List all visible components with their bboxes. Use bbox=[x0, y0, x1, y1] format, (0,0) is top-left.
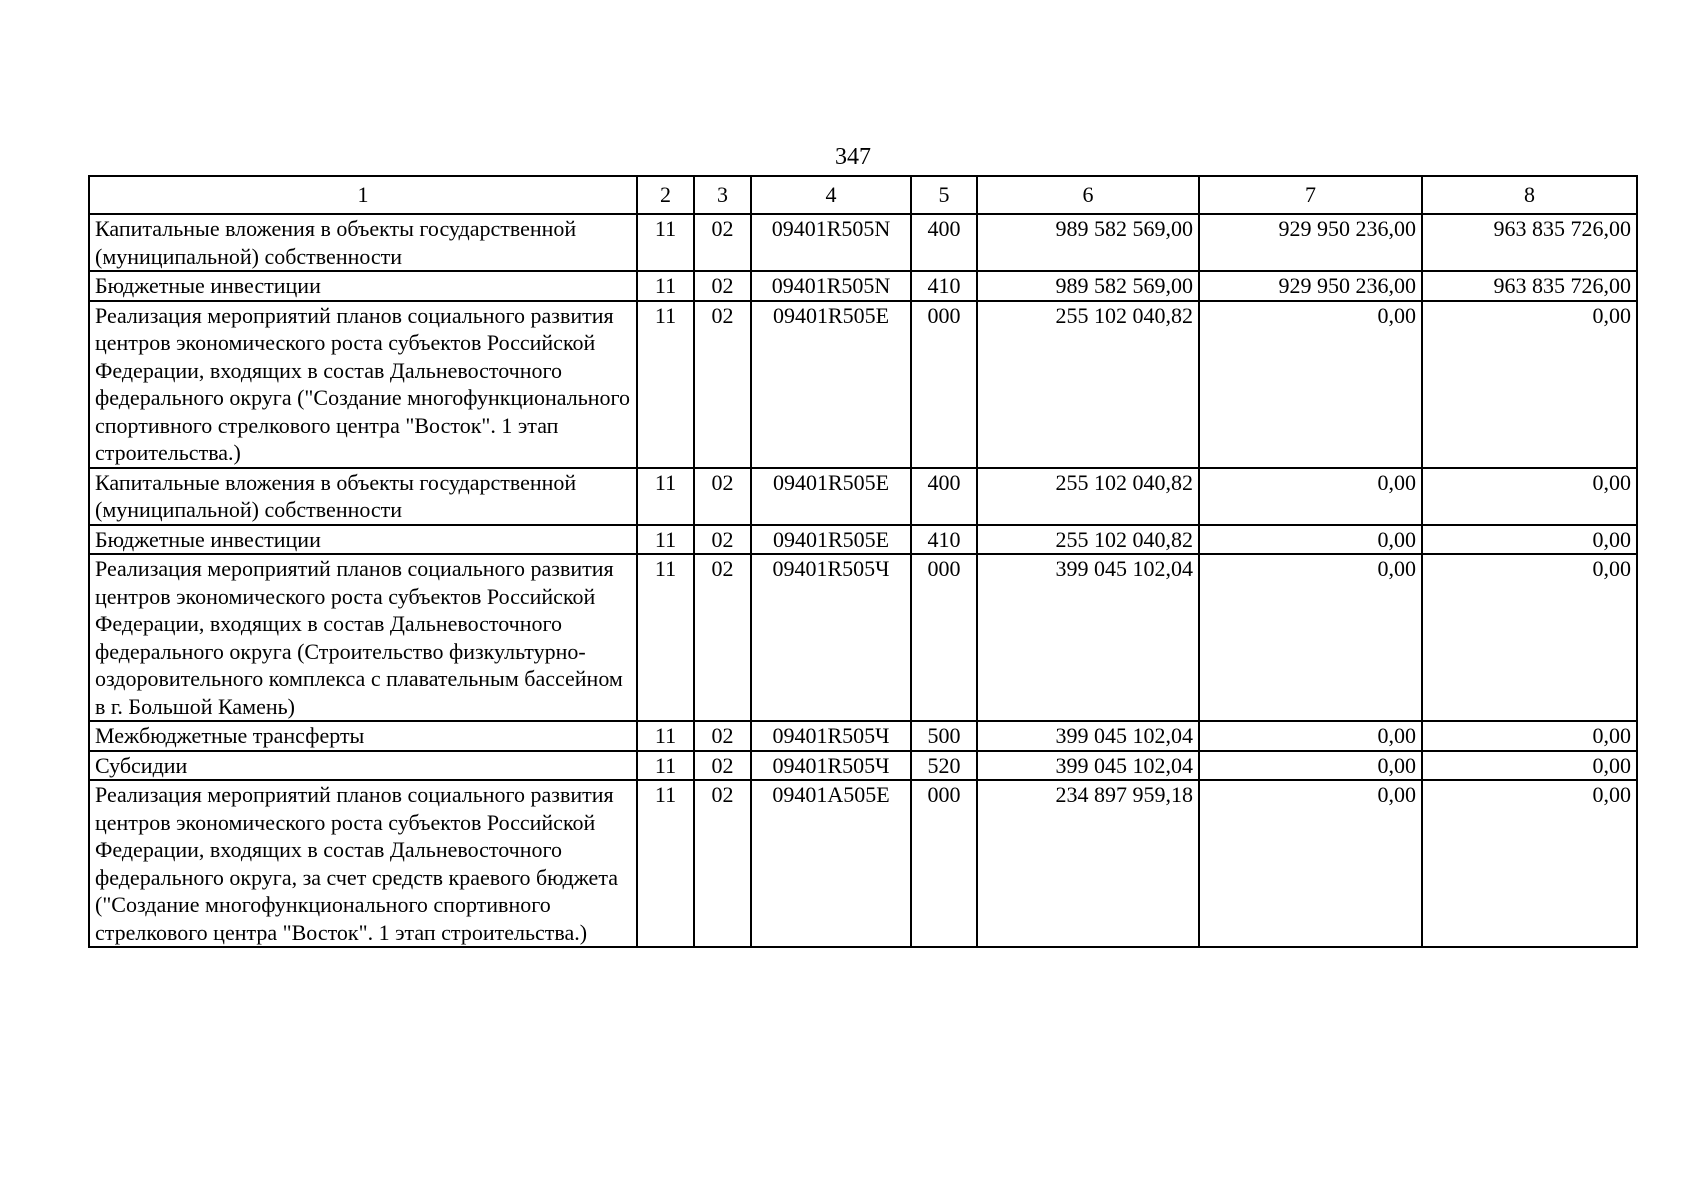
row-amount-col8: 0,00 bbox=[1422, 721, 1637, 751]
row-section: 11 bbox=[637, 525, 694, 555]
row-name: Субсидии bbox=[89, 751, 637, 781]
row-expense-type: 400 bbox=[911, 468, 977, 525]
row-section: 11 bbox=[637, 780, 694, 947]
table-row bbox=[89, 780, 1637, 947]
row-section: 11 bbox=[637, 751, 694, 781]
row-amount-col8: 963 835 726,00 bbox=[1422, 271, 1637, 301]
row-expense-type: 000 bbox=[911, 301, 977, 468]
header-cell: 8 bbox=[1422, 176, 1637, 214]
table-row bbox=[89, 214, 1637, 271]
row-target-code: 09401R505Ч bbox=[751, 751, 911, 781]
row-expense-type: 000 bbox=[911, 554, 977, 721]
row-target-code: 09401R505N bbox=[751, 214, 911, 271]
row-section: 11 bbox=[637, 468, 694, 525]
row-target-code: 09401R505E bbox=[751, 525, 911, 555]
row-subsection: 02 bbox=[694, 721, 751, 751]
row-amount-col7: 0,00 bbox=[1199, 721, 1422, 751]
row-expense-type: 410 bbox=[911, 525, 977, 555]
row-amount-col6: 234 897 959,18 bbox=[977, 780, 1199, 947]
row-subsection: 02 bbox=[694, 301, 751, 468]
row-amount-col6: 989 582 569,00 bbox=[977, 214, 1199, 271]
row-amount-col6: 255 102 040,82 bbox=[977, 301, 1199, 468]
row-target-code: 09401A505E bbox=[751, 780, 911, 947]
row-subsection: 02 bbox=[694, 780, 751, 947]
table-row bbox=[89, 271, 1637, 301]
row-amount-col7: 0,00 bbox=[1199, 525, 1422, 555]
row-target-code: 09401R505Ч bbox=[751, 554, 911, 721]
table-row bbox=[89, 721, 1637, 751]
row-target-code: 09401R505Ч bbox=[751, 721, 911, 751]
row-name: Капитальные вложения в объекты государственной (муниципальной) собственности bbox=[89, 214, 637, 271]
header-cell: 1 bbox=[89, 176, 637, 214]
row-amount-col8: 0,00 bbox=[1422, 554, 1637, 721]
row-amount-col7: 929 950 236,00 bbox=[1199, 214, 1422, 271]
row-section: 11 bbox=[637, 554, 694, 721]
row-section: 11 bbox=[637, 301, 694, 468]
row-expense-type: 520 bbox=[911, 751, 977, 781]
header-row bbox=[89, 176, 1637, 214]
header-cell: 5 bbox=[911, 176, 977, 214]
row-name: Реализация мероприятий планов социального развития центров экономического роста субъектов Российской Федерации, входящих в состав Дальневосточного федерального округа, за счет средств краевого бюджета ("Создание многофункционального спортивного стрелкового центра "Восток". 1 этап строительства.) bbox=[89, 780, 637, 947]
row-amount-col8: 0,00 bbox=[1422, 525, 1637, 555]
table-row bbox=[89, 554, 1637, 721]
row-amount-col6: 255 102 040,82 bbox=[977, 468, 1199, 525]
table-row bbox=[89, 751, 1637, 781]
row-name: Реализация мероприятий планов социального развития центров экономического роста субъектов Российской Федерации, входящих в состав Дальневосточного федерального округа (Строительство физкультурно-оздоровительного комплекса с плавательным бассейном в г. Большой Камень) bbox=[89, 554, 637, 721]
row-amount-col6: 399 045 102,04 bbox=[977, 721, 1199, 751]
header-cell: 3 bbox=[694, 176, 751, 214]
row-section: 11 bbox=[637, 721, 694, 751]
header-cell: 7 bbox=[1199, 176, 1422, 214]
row-subsection: 02 bbox=[694, 751, 751, 781]
row-amount-col7: 0,00 bbox=[1199, 780, 1422, 947]
row-amount-col6: 399 045 102,04 bbox=[977, 554, 1199, 721]
header-cell: 2 bbox=[637, 176, 694, 214]
table-row bbox=[89, 468, 1637, 525]
row-subsection: 02 bbox=[694, 525, 751, 555]
row-amount-col7: 0,00 bbox=[1199, 554, 1422, 721]
row-expense-type: 410 bbox=[911, 271, 977, 301]
row-target-code: 09401R505E bbox=[751, 301, 911, 468]
row-amount-col7: 0,00 bbox=[1199, 301, 1422, 468]
row-name: Реализация мероприятий планов социального развития центров экономического роста субъектов Российской Федерации, входящих в состав Дальневосточного федерального округа ("Создание многофункционального спортивного стрелкового центра "Восток". 1 этап строительства.) bbox=[89, 301, 637, 468]
row-amount-col7: 0,00 bbox=[1199, 468, 1422, 525]
row-amount-col8: 963 835 726,00 bbox=[1422, 214, 1637, 271]
row-amount-col8: 0,00 bbox=[1422, 301, 1637, 468]
row-target-code: 09401R505N bbox=[751, 271, 911, 301]
row-subsection: 02 bbox=[694, 554, 751, 721]
row-amount-col6: 255 102 040,82 bbox=[977, 525, 1199, 555]
row-name: Капитальные вложения в объекты государственной (муниципальной) собственности bbox=[89, 468, 637, 525]
row-target-code: 09401R505E bbox=[751, 468, 911, 525]
header-cell: 4 bbox=[751, 176, 911, 214]
page-number: 347 bbox=[835, 144, 871, 170]
row-amount-col7: 929 950 236,00 bbox=[1199, 271, 1422, 301]
row-name: Бюджетные инвестиции bbox=[89, 525, 637, 555]
row-amount-col8: 0,00 bbox=[1422, 780, 1637, 947]
row-subsection: 02 bbox=[694, 468, 751, 525]
row-amount-col8: 0,00 bbox=[1422, 751, 1637, 781]
row-subsection: 02 bbox=[694, 271, 751, 301]
row-section: 11 bbox=[637, 271, 694, 301]
row-section: 11 bbox=[637, 214, 694, 271]
row-expense-type: 500 bbox=[911, 721, 977, 751]
row-expense-type: 000 bbox=[911, 780, 977, 947]
header-cell: 6 bbox=[977, 176, 1199, 214]
row-expense-type: 400 bbox=[911, 214, 977, 271]
row-subsection: 02 bbox=[694, 214, 751, 271]
row-name: Межбюджетные трансферты bbox=[89, 721, 637, 751]
row-amount-col7: 0,00 bbox=[1199, 751, 1422, 781]
row-name: Бюджетные инвестиции bbox=[89, 271, 637, 301]
row-amount-col8: 0,00 bbox=[1422, 468, 1637, 525]
budget-table bbox=[88, 175, 1638, 948]
table-row bbox=[89, 301, 1637, 468]
row-amount-col6: 989 582 569,00 bbox=[977, 271, 1199, 301]
row-amount-col6: 399 045 102,04 bbox=[977, 751, 1199, 781]
table-row bbox=[89, 525, 1637, 555]
